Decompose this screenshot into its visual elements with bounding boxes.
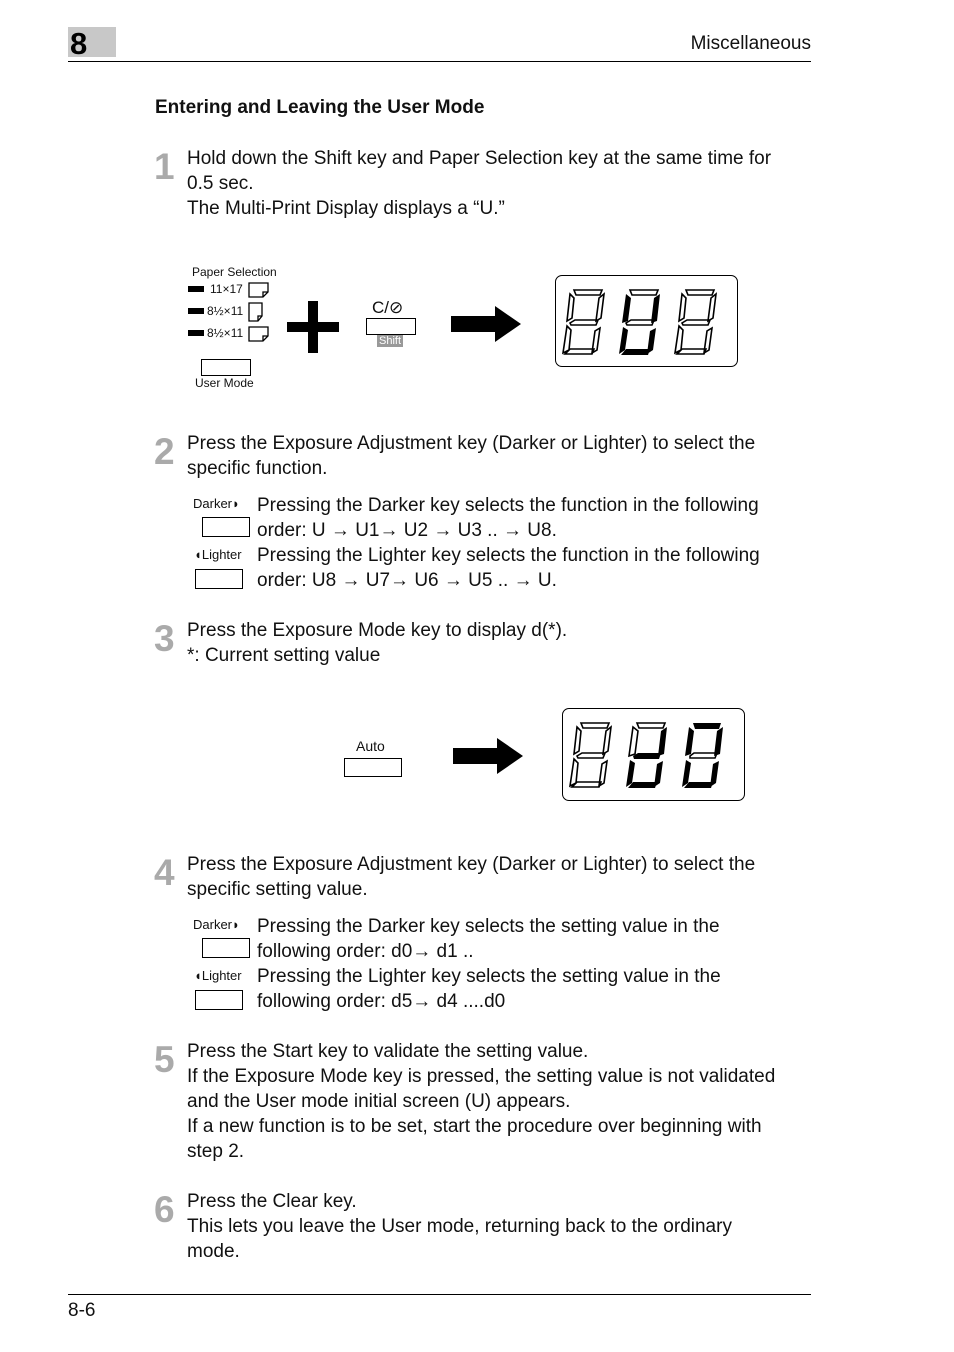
auto-label: Auto <box>356 738 385 754</box>
step-2-darker-text: Pressing the Darker key selects the function in the following order: U → U1→ U2 → U3 .. → U8. <box>257 495 759 541</box>
paper-selection-key[interactable] <box>201 359 251 376</box>
section-title: Entering and Leaving the User Mode <box>155 97 485 118</box>
step-2-text: Press the Exposure Adjustment key (Darker or Lighter) to select the specific function. <box>187 433 756 479</box>
lighter-key-2[interactable] <box>195 990 243 1010</box>
step-6-number: 6 <box>154 1189 175 1230</box>
paper-size-1: 11×17 <box>210 282 243 296</box>
paper-size-2: 8½×11 <box>207 304 244 318</box>
lighter-key[interactable] <box>195 569 243 589</box>
step-3-text: Press the Exposure Mode key to display d(*). *: Current setting value <box>187 620 568 666</box>
step-5-number: 5 <box>154 1039 175 1080</box>
step-4-darker-text: Pressing the Darker key selects the setting value in the following order: d0→ d1 .. <box>257 916 720 962</box>
chapter-number: 8 <box>70 26 88 61</box>
header-rule <box>68 61 811 62</box>
clear-stop-label: C/⊘ <box>372 298 404 317</box>
multi-print-display-2 <box>562 708 745 801</box>
step-4-text: Press the Exposure Adjustment key (Darker or Lighter) to select the specific setting value. <box>187 854 756 900</box>
user-mode-label: User Mode <box>195 376 254 390</box>
multi-print-display-1 <box>555 275 738 367</box>
page-number: 8-6 <box>68 1300 96 1321</box>
seven-segment-readout <box>556 276 737 366</box>
portrait-paper-icon <box>248 302 264 322</box>
step-2-number: 2 <box>154 431 175 472</box>
indicator-3 <box>188 330 204 336</box>
paper-selection-label: Paper Selection <box>192 265 277 279</box>
lighter-label-2: ◖Lighter <box>194 968 242 983</box>
darker-label: Darker◗ <box>193 496 240 511</box>
step-5-text: Press the Start key to validate the setting value. If the Exposure Mode key is pressed, the setting value is not validated and the User mode initial screen (U) appears. If a new function is to be set, start the procedure over beginning with step 2. <box>187 1041 776 1162</box>
right-arrow-icon <box>451 306 521 342</box>
plus-icon <box>287 301 339 353</box>
paper-size-3: 8½×11 <box>207 326 244 340</box>
step-1-text: Hold down the Shift key and Paper Selection key at the same time for 0.5 sec. The Multi-Print Display displays a “U.” <box>187 148 772 219</box>
shift-label: Shift <box>379 335 402 347</box>
step-6-text: Press the Clear key. This lets you leave the User mode, returning back to the ordinary mode. <box>187 1191 732 1262</box>
step-4-lighter-text: Pressing the Lighter key selects the setting value in the following order: d5→ d4 ....d0 <box>257 966 721 1012</box>
seven-segment-readout-2 <box>563 709 744 800</box>
darker-key-2[interactable] <box>202 938 250 958</box>
step-1-number: 1 <box>154 146 175 187</box>
indicator-1 <box>188 286 204 292</box>
indicator-2 <box>188 308 204 314</box>
shift-key[interactable] <box>366 318 416 335</box>
step-2-lighter-text: Pressing the Lighter key selects the function in the following order: U8 → U7→ U6 → U5 .. → U. <box>257 545 760 591</box>
darker-label-2: Darker◗ <box>193 917 240 932</box>
darker-key[interactable] <box>202 517 250 537</box>
exposure-mode-key[interactable] <box>344 758 402 777</box>
right-arrow-icon-2 <box>453 738 523 774</box>
landscape-paper-icon <box>248 282 270 298</box>
step-3-number: 3 <box>154 618 175 659</box>
lighter-label: ◖Lighter <box>194 547 242 562</box>
header-title: Miscellaneous <box>690 33 811 54</box>
step-4-number: 4 <box>154 852 175 893</box>
footer-rule <box>68 1294 811 1295</box>
landscape-paper-icon-2 <box>248 326 270 342</box>
